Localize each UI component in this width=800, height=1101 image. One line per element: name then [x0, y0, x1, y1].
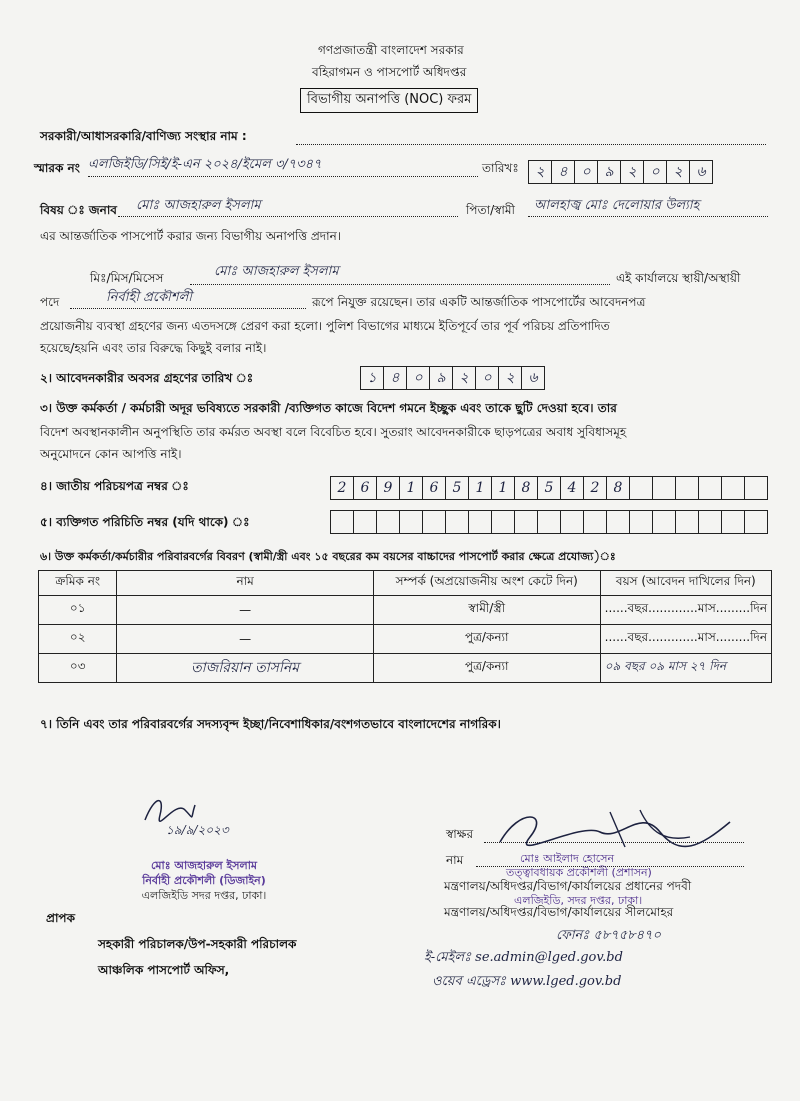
name-label-right: নাম [446, 853, 464, 867]
row-name: — [117, 596, 373, 625]
retire-digit: ০ [406, 366, 430, 390]
nid-digit: 4 [560, 476, 584, 500]
col-serial: ক্রমিক নং [39, 571, 117, 596]
retire-digit: ৬ [521, 366, 545, 390]
left-sign-office: এলজিইডি সদর দপ্তর, ঢাকা। [141, 889, 267, 902]
row-relation: পুত্র/কন্যা [373, 654, 600, 683]
para-line-1: রূপে নিযুক্ত রয়েছেন। তার একটি আন্তর্জাতিক পাসপোর্টের আবেদনপত্র [312, 295, 646, 309]
memo-label: স্মারক নং [34, 161, 80, 175]
nid-digit: 6 [422, 476, 446, 500]
pid-cell [353, 510, 377, 534]
table-row [39, 654, 772, 683]
item-3-line-1: ৩। উক্ত কর্মকর্তা / কর্মচারী অদূর ভবিষ্যতে সরকারী /ব্যক্তিগত কাজে বিদেশ গমনে ইচ্ছুক এবং তাকে ছুটি দেওয়া হবে। তার [40, 401, 617, 415]
row-age: ......বছর.............মাস.........দিন [600, 596, 771, 625]
date-digit: ৪ [551, 160, 575, 184]
row-name: তাজরিয়ান তাসনিম [117, 654, 373, 683]
item-5-label: ৫। ব্যক্তিগত পরিচিতি নম্বর (যদি থাকে) ঃ [40, 515, 250, 529]
nid-digit [675, 476, 699, 500]
salutation-line [190, 284, 610, 285]
nid-digit: 2 [330, 476, 354, 500]
header-line-1: গণপ্রজাতন্ত্রী বাংলাদেশ সরকার [318, 43, 464, 57]
father-label: পিতা/স্বামী [466, 203, 515, 217]
right-sign-name: মোঃ আইলাদ হোসেন [520, 852, 615, 865]
pid-cell [514, 510, 538, 534]
left-sign-stamp [104, 858, 304, 903]
memo-value: এলজিইডি/সিই/ই-এন ২০২৪/ইমেল ৩/৭৩৪৭ [88, 157, 322, 172]
item-3-line-2: বিদেশ অবস্থানকালীন অনুপস্থিতি তার কর্মরত অবস্থা বলে বিবেচিত হবে। সুতরাং আবেদনকারীকে ছাড়পত্রের অবাধ সুবিধাসমূহ [40, 425, 627, 439]
pid-cell [399, 510, 423, 534]
pid-cell [491, 510, 515, 534]
table-row [39, 596, 772, 625]
post-label: পদে [40, 295, 60, 309]
personal-id-boxes [330, 510, 767, 534]
nid-digit [744, 476, 768, 500]
office-suffix: এই কার্যালয়ে স্থায়ী/অস্থায়ী [616, 271, 741, 285]
sign-label: স্বাক্ষর [446, 827, 474, 841]
row-age: ......বছর.............মাস.........দিন [600, 625, 771, 654]
nid-digit: 8 [606, 476, 630, 500]
pid-cell [606, 510, 630, 534]
email-note: ই-মেইলঃ se.admin@lged.gov.bd [424, 950, 623, 965]
stamp-line-1: তত্ত্বাবধায়ক প্রকৌশলী (প্রশাসন) [506, 866, 652, 879]
date-digit: ২ [620, 160, 644, 184]
retire-digit: ৯ [429, 366, 453, 390]
item-7-label: ৭। তিনি এবং তার পরিবারবর্গের সদস্যবৃন্দ ইচ্ছা/নিবেশাধিকার/বংশগতভাবে বাংলাদেশের নাগরিক। [40, 717, 501, 731]
nid-digit: 1 [491, 476, 515, 500]
pid-cell [468, 510, 492, 534]
pid-cell [652, 510, 676, 534]
father-value: আলহাজ্ব মোঃ দেলোয়ার উল্যাহ [534, 198, 700, 213]
recipient-line-2: আঞ্চলিক পাসপোর্ট অফিস, [98, 963, 230, 977]
date-digit: ২ [666, 160, 690, 184]
date-digit: ৬ [689, 160, 713, 184]
recipient-label: প্রাপক [46, 911, 75, 925]
nid-digit: 5 [537, 476, 561, 500]
seal-line: মন্ত্রণালয়/অধিদপ্তর/বিভাগ/কার্যালয়ের সীলমোহর [444, 905, 674, 919]
salutation-value: মোঃ আজহারুল ইসলাম [214, 264, 339, 279]
left-sign-date: ১৯/৯/২০২৩ [166, 823, 229, 837]
table-row [39, 625, 772, 654]
ministry-line: মন্ত্রণালয়/অধিদপ্তর/বিভাগ/কার্যালয়ের প্রধানের পদবী [444, 879, 692, 893]
col-relation: সম্পর্ক (অপ্রয়োজনীয় অংশ কেটে দিন) [373, 571, 600, 596]
pid-cell [376, 510, 400, 534]
pid-cell [422, 510, 446, 534]
nid-digit: 8 [514, 476, 538, 500]
pid-cell [675, 510, 699, 534]
pid-cell [583, 510, 607, 534]
row-relation: পুত্র/কন্যা [373, 625, 600, 654]
date-digit: ২ [528, 160, 552, 184]
nid-digit [721, 476, 745, 500]
left-sign-name: মোঃ আজহারুল ইসলাম [150, 859, 258, 872]
row-serial: ০২ [39, 625, 117, 654]
item-6-label: ৬। উক্ত কর্মকর্তা/কর্মচারীর পরিবারবর্গের বিবরণ (স্বামী/স্ত্রী এবং ১৫ বছরের কম বয়সের বাচ্চাদের পাসপোর্ট করার ক্ষেত্রে প্রযোজ্য)ঃ [40, 550, 616, 563]
table-header-row [39, 571, 772, 596]
nid-digit [629, 476, 653, 500]
pid-cell [445, 510, 469, 534]
nid-digit: 5 [445, 476, 469, 500]
name-value: মোঃ আজহারুল ইসলাম [136, 198, 261, 213]
stamp-line-2: এলজিইডি, সদর দপ্তর, ঢাকা। [514, 894, 643, 907]
father-line [528, 216, 768, 217]
retire-digit: ১ [360, 366, 384, 390]
phone-note: ফোনঃ ৫৮৭৫৮৪৭০ [556, 928, 661, 943]
row-serial: ০৩ [39, 654, 117, 683]
row-serial: ০১ [39, 596, 117, 625]
nid-digit [652, 476, 676, 500]
recipient-line-1: সহকারী পরিচালক/উপ-সহকারী পরিচালক [98, 937, 297, 951]
pid-cell [744, 510, 768, 534]
post-value: নির্বাহী প্রকৌশলী [106, 290, 193, 305]
left-sign-designation: নির্বাহী প্রকৌশলী (ডিজাইন) [142, 874, 266, 887]
para-line-2: প্রয়োজনীয় ব্যবস্থা গ্রহণের জন্য এতদসঙ্গে প্রেরণ করা হলো। পুলিশ বিভাগের মাধ্যমে ইতিপূর্বে তার পূর্ব পরিচয় প্রতিপাদিত [40, 319, 610, 333]
retire-digit: ০ [475, 366, 499, 390]
retirement-date-boxes [360, 366, 544, 390]
nid-boxes [330, 476, 767, 500]
nid-digit: 1 [468, 476, 492, 500]
subject-line: এর আন্তর্জাতিক পাসপোর্ট করার জন্য বিভাগীয় অনাপত্তি প্রদান। [40, 229, 342, 243]
pid-cell [330, 510, 354, 534]
col-name: নাম [117, 571, 373, 596]
nid-digit [698, 476, 722, 500]
row-name: — [117, 625, 373, 654]
salutation-label: মিঃ/মিস/মিসেস [90, 271, 164, 285]
memo-line [88, 176, 478, 177]
office-label: সরকারী/আধাসরকারি/বাণিজ্য সংস্থার নাম : [40, 129, 247, 143]
date-digit: ০ [643, 160, 667, 184]
row-relation: স্বামী/স্ত্রী [373, 596, 600, 625]
pid-cell [721, 510, 745, 534]
item-2-label: ২। আবেদনকারীর অবসর গ্রহণের তারিখ ঃ [40, 371, 254, 385]
header-line-2: বহিরাগমন ও পাসপোর্ট অধিদপ্তর [312, 65, 467, 79]
para-line-3: হয়েছে/হয়নি এবং তার বিরুদ্ধে কিছুই বলার নাই। [40, 341, 267, 355]
nid-digit: 1 [399, 476, 423, 500]
name-line [118, 216, 458, 217]
row-age: ০৯ বছর ০৯ মাস ২৭ দিন [600, 654, 771, 683]
nid-digit: 6 [353, 476, 377, 500]
web-note: ওয়েব এড্রেসঃ www.lged.gov.bd [432, 974, 622, 989]
family-table [38, 570, 772, 683]
col-age: বয়স (আবেদন দাখিলের দিন) [600, 571, 771, 596]
pid-cell [537, 510, 561, 534]
pid-cell [560, 510, 584, 534]
nid-digit: 2 [583, 476, 607, 500]
item-3-line-3: অনুমোদনে কোন আপত্তি নাই। [40, 447, 182, 461]
pid-cell [698, 510, 722, 534]
office-line [296, 144, 766, 145]
name-label: বিষয় ঃ জনাব [40, 203, 117, 217]
date-label: তারিখঃ [482, 161, 519, 175]
form-title: বিভাগীয় অনাপত্তি (NOC) ফরম [300, 88, 478, 113]
date-digit: ৯ [597, 160, 621, 184]
retire-digit: ২ [498, 366, 522, 390]
pid-cell [629, 510, 653, 534]
date-digit: ০ [574, 160, 598, 184]
retire-digit: ৪ [383, 366, 407, 390]
item-4-label: ৪। জাতীয় পরিচয়পত্র নম্বর ঃ [40, 479, 189, 493]
nid-digit: 9 [376, 476, 400, 500]
post-line [70, 308, 306, 309]
retire-digit: ২ [452, 366, 476, 390]
date-boxes [528, 160, 712, 184]
